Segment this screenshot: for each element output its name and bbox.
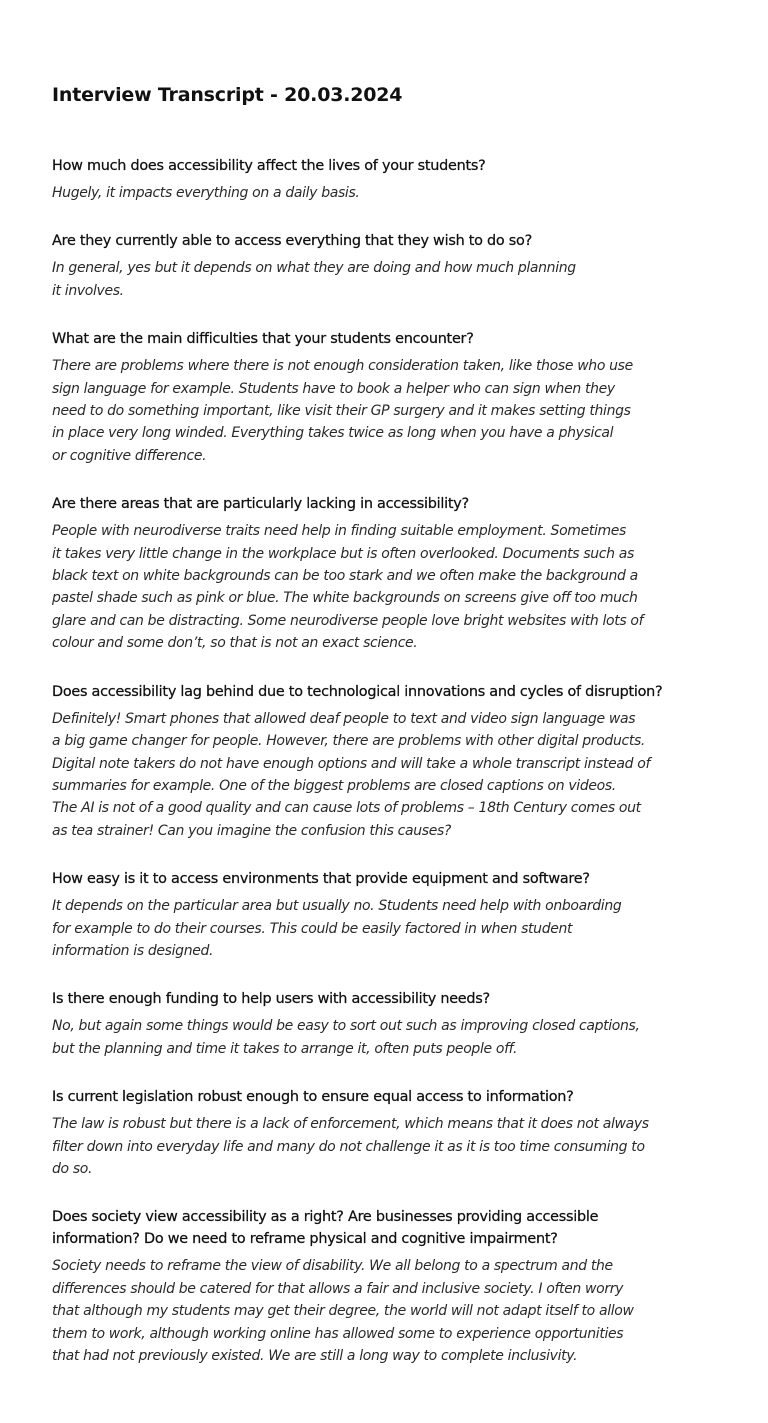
question: How easy is it to access environments that provide equipment and software? bbox=[52, 871, 590, 888]
question: Are they currently able to access everything that they wish to do so? bbox=[52, 233, 532, 250]
answer: Definitely! Smart phones that allowed deaf people to text and video sign language was a big game changer for people. However, there are problems with other digital products. Digital note takers do not have enough options and will take a whole transcript instead of summaries for example. One of the biggest problems are closed captions on videos. The AI is not of a good quality and can cause lots of problems – 18th Century comes out as tea strainer! Can you imagine the confusion this causes? bbox=[52, 710, 651, 839]
qa-block-1 bbox=[52, 155, 732, 204]
qa-block-8 bbox=[52, 1086, 732, 1180]
qa-block-7 bbox=[52, 988, 732, 1060]
question: Is current legislation robust enough to ensure equal access to information? bbox=[52, 1089, 574, 1106]
answer: Society needs to reframe the view of disability. We all belong to a spectrum and the differences should be catered for that allows a fair and inclusive society. I often worry that although my students may get their degree, the world will not adapt itself to allow them to work, although working online has allowed some to experience opportunities that had not previously existed. We are still a long way to complete inclusivity. bbox=[52, 1258, 634, 1364]
qa-block-4 bbox=[52, 493, 732, 654]
question: Is there enough funding to help users with accessibility needs? bbox=[52, 991, 490, 1008]
question: How much does accessibility affect the lives of your students? bbox=[52, 158, 486, 174]
qa-block-5 bbox=[52, 681, 732, 842]
answer: People with neurodiverse traits need help in finding suitable employment. Sometimes it takes very little change in the workplace but is often overlooked. Documents such as black text on white backgrounds can be too stark and we often make the background a pastel shade such as pink or blue. The white backgrounds on screens give off too much glare and can be distracting. Some neurodiverse people love bright websites with lots of colour and some don’t, so that is not an exact science. bbox=[52, 523, 644, 652]
question: What are the main difficulties that your students encounter? bbox=[52, 331, 474, 348]
answer: There are problems where there is not enough consideration taken, like those who use sign language for example. Students have to book a helper who can sign when they need to do something important, like visit their GP surgery and it makes setting things in place very long winded. Everything takes twice as long when you have a physical or cognitive difference. bbox=[52, 358, 633, 464]
qa-block-6 bbox=[52, 868, 732, 962]
transcript-page bbox=[52, 82, 732, 1393]
answer: The law is robust but there is a lack of enforcement, which means that it does not always filter down into everyday life and many do not challenge it as it is too time consuming to do so. bbox=[52, 1116, 649, 1177]
answer: No, but again some things would be easy to sort out such as improving closed captions, but the planning and time it takes to arrange it, often puts people off. bbox=[52, 1018, 640, 1057]
question: Does accessibility lag behind due to technological innovations and cycles of disruption? bbox=[52, 683, 663, 700]
qa-block-9 bbox=[52, 1206, 732, 1367]
qa-block-3 bbox=[52, 328, 732, 467]
question: Does society view accessibility as a right? Are businesses providing accessible information? Do we need to reframe physical and cognitive impairment? bbox=[52, 1209, 599, 1248]
answer: Hugely, it impacts everything on a daily basis. bbox=[52, 185, 360, 201]
document-title: Interview Transcript - 20.03.2024 bbox=[52, 84, 403, 106]
qa-block-2 bbox=[52, 230, 732, 302]
answer: In general, yes but it depends on what they are doing and how much planning it involves. bbox=[52, 260, 576, 299]
answer: It depends on the particular area but usually no. Students need help with onboarding for example to do their courses. This could be easily factored in when student information is designed. bbox=[52, 898, 622, 959]
question: Are there areas that are particularly lacking in accessibility? bbox=[52, 496, 469, 513]
